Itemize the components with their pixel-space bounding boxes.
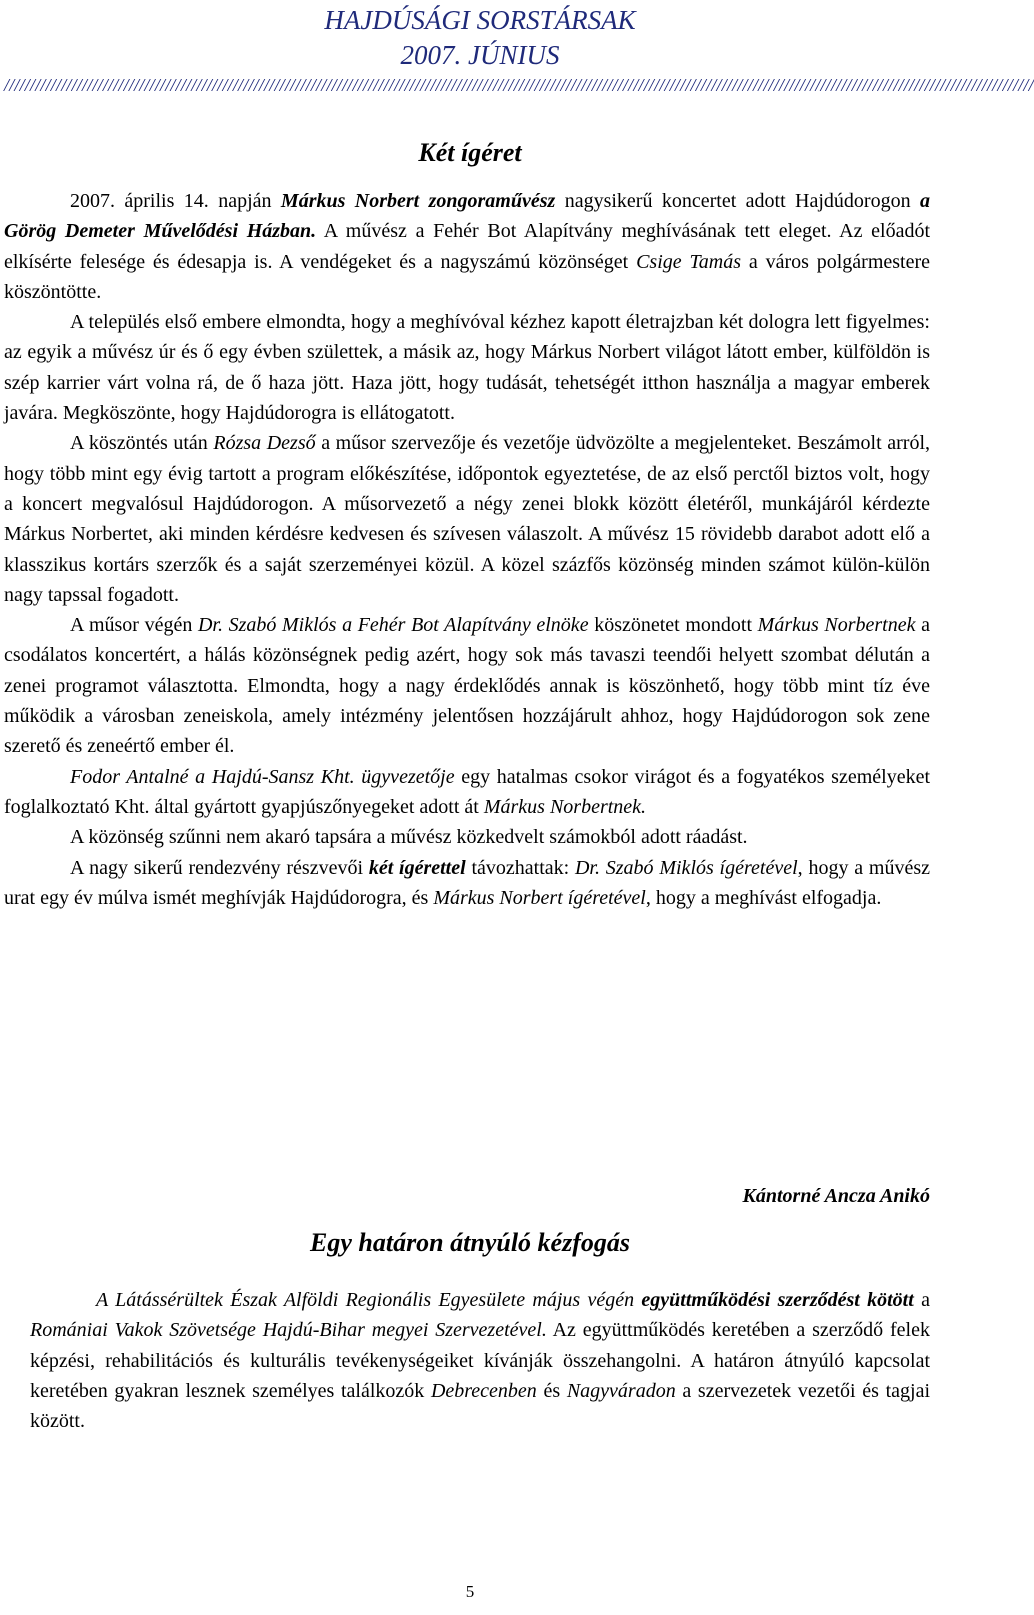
text-run: köszönetet mondott (588, 614, 758, 637)
performer-name: Márkus Norbertnek. (483, 795, 647, 818)
organization-name: A Látássérültek Észak Alföldi Regionális Egyesülete május végén (96, 1289, 635, 1311)
text-run: a műsor szervezője és vezetője üdvözölte a megjelenteket. Beszámolt arról, hogy több mint egy évig tartott a program előkészítése, időpontok egyeztetése, de az első perctől biztos volt, hogy a koncert megvalósul Hajdúdorogon. A műsorvezető a négy zenei blokk között életéről, munkájáról kérdezte Márkus Norbertet, aki minden kérdésre kedvesen és szívesen válaszolt. A művész 15 rövidebb darabot adott elő a klasszikus kortárs szerzők és a saját szerzeményei közül. A közel százfős közönség minden számot külön-külön nagy tapssal fogadott. (4, 432, 930, 606)
paragraph-mayor-speech: A település első embere elmondta, hogy a meghívóval kézhez kapott életrajzban két dologra lett figyelmes: az egyik a művész úr és ő egy évben születtek, a másik az, hogy Márkus Norbert világot látott ember, külföldön is szép karrier várt volna rá, de ő haza jött. Haza jött, hogy tudását, tehetségét itthon használja a magyar emberek javára. Megköszönte, hogy Hajdúdorogra is ellátogatott. (4, 311, 930, 425)
text-run: Az együttműködés keretében a szerződő felek képzési, rehabilitációs és kulturális tevékenységeiket kívánják összehangolni. A határon átnyúló kapcsolat keretében gyakran lesznek személyes találkozók (30, 1319, 930, 1402)
issue-date: 2007. JÚNIUS (400, 40, 560, 70)
mayor-name: Csige Tamás (636, 250, 742, 273)
paragraph-cooperation (30, 1285, 930, 1436)
city-name: Nagyváradon (566, 1379, 676, 1402)
paragraph-promises (4, 853, 930, 914)
promise-two: Márkus Norbert ígéretével (433, 886, 646, 909)
text-run: és (536, 1379, 567, 1402)
article-title-kezfogas: Egy határon átnyúló kézfogás (310, 1228, 630, 1257)
paragraph-gift (4, 762, 930, 823)
text-run: A nagy sikerű rendezvény részvevői (70, 856, 369, 879)
header-divider: ////////////////////////////////////////////////////////////////////////////////////////////////////////////////////////////////////////////////////////////////////////////////////////////////////// (4, 75, 1034, 95)
paragraph-encore: A közönség szűnni nem akaró tapsára a művész közkedvelt számokból adott ráadást. (70, 826, 748, 849)
author-signature: Kántorné Ancza Anikó (742, 1185, 930, 1207)
text-run: A műsor végén (70, 614, 198, 637)
emphasis-text: együttműködési szerződést kötött (641, 1289, 914, 1311)
paragraph-closing-thanks (4, 610, 930, 761)
text-run: A köszöntés után (70, 432, 214, 455)
emphasis-text: két ígérettel (368, 856, 466, 879)
text-run: a város polgármestere köszöntötte. (4, 250, 931, 303)
performer-name: Márkus Norbertnek (757, 614, 916, 637)
director-name: Fodor Antalné a Hajdú-Sansz Kht. ügyvezetője (70, 765, 455, 788)
organizer-name: Rózsa Dezső (213, 432, 316, 455)
promise-one: Dr. Szabó Miklós ígéretével (574, 856, 798, 879)
paragraph-program (4, 428, 930, 610)
article-body-kezfogas (30, 1285, 930, 1436)
newsletter-title: HAJDÚSÁGI SORSTÁRSAK (324, 5, 636, 35)
text-run: 2007. április 14. napján (70, 190, 281, 212)
text-run: a szervezetek vezetői és tagjai között. (30, 1379, 930, 1433)
text-run: , hogy a meghívást elfogadja. (645, 886, 882, 909)
article-body-ket-igeret (4, 186, 930, 913)
text-run: nagysikerű koncertet adott Hajdúdorogon (555, 190, 920, 212)
performer-name: Márkus Norbert zongoraművész (280, 190, 556, 212)
city-name: Debrecenben (430, 1379, 537, 1402)
text-run: a csodálatos koncertért, a hálás közönségnek pedig azért, hogy sok más tavaszi teendői helyett szombat délután a zenei programot választotta. Elmondta, hogy a nagy érdeklődés annak is köszönhető, hogy több mint tíz éve működik a városban zeneiskola, amely intézmény jelentősen hozzájárult ahhoz, hogy Hajdúdorogon sok zene szerető és zeneértő ember él. (4, 614, 930, 758)
text-run: , hogy a művész urat egy év múlva ismét meghívják Hajdúdorogra, és (4, 856, 930, 909)
chairman-name: Dr. Szabó Miklós a Fehér Bot Alapítvány elnöke (197, 614, 589, 637)
text-run: a (913, 1289, 930, 1311)
paragraph-intro (4, 186, 930, 307)
text-run: A művész a Fehér Bot Alapítvány meghívásának tett eleget. Az előadót elkísérte felesége és édesapja is. A vendégeket és a nagyszámú közönséget (4, 220, 931, 273)
organization-name: Romániai Vakok Szövetsége Hajdú-Bihar megyei Szervezetével. (30, 1319, 547, 1342)
page-number: 5 (465, 1582, 475, 1601)
article-title-ket-igeret: Két ígéret (418, 138, 522, 167)
text-run: egy hatalmas csokor virágot és a fogyatékos személyeket foglalkoztató Kht. által gyártott gyapjúszőnyegeket adott át (4, 765, 931, 818)
venue-name: a Görög Demeter Művelődési Házban. (4, 190, 930, 243)
text-run: távozhattak: (465, 856, 575, 879)
